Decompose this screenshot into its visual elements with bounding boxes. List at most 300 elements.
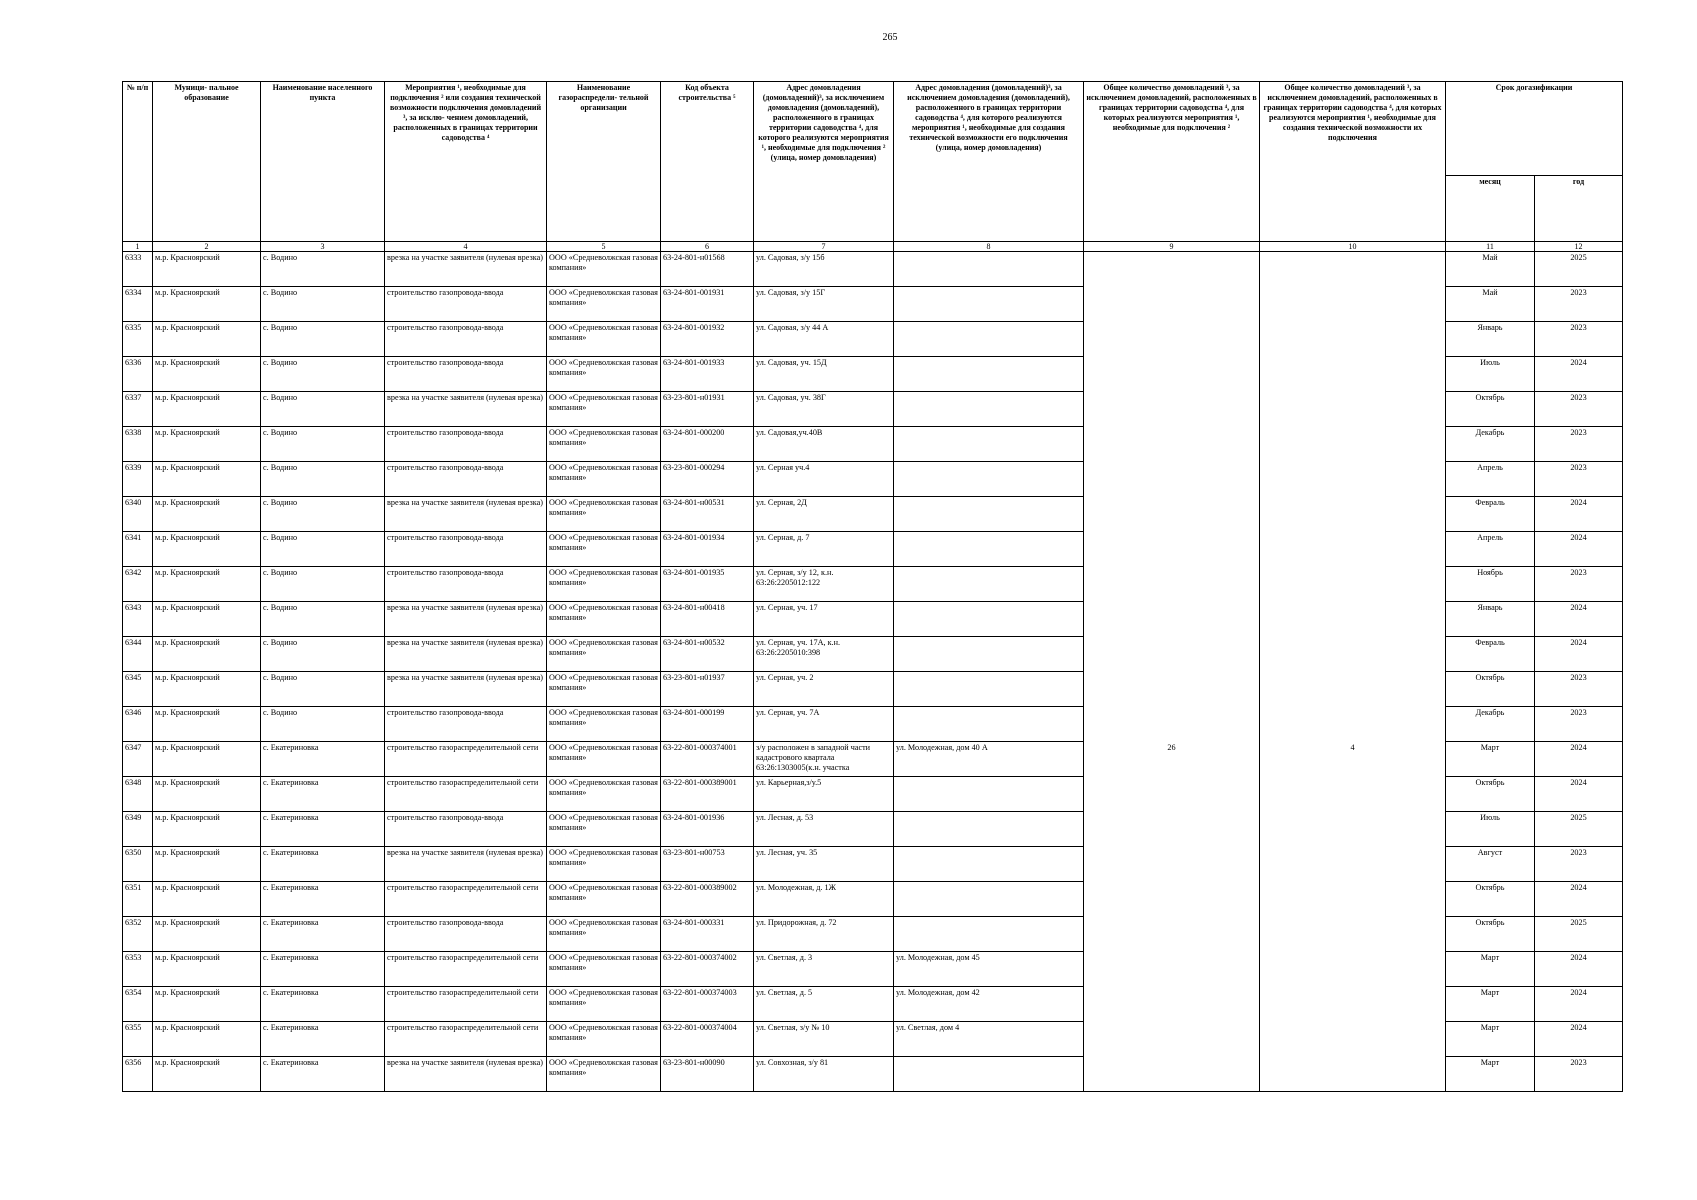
tech-count-cell	[1260, 987, 1446, 1022]
month-cell: Апрель	[1446, 462, 1535, 497]
row-number: 6334	[123, 287, 153, 322]
month-cell: Октябрь	[1446, 392, 1535, 427]
column-number: 1	[123, 242, 153, 252]
page-number: 265	[882, 32, 898, 43]
connection-count-cell	[1084, 602, 1260, 637]
year-cell: 2023	[1535, 427, 1623, 462]
header-organization: Наименование газораспредели- тельной организации	[547, 82, 661, 242]
tech-count-cell	[1260, 917, 1446, 952]
row-number: 6337	[123, 392, 153, 427]
address-cell: ул. Придорожная, д. 72	[754, 917, 894, 952]
object-code-cell: 63-22-801-000374002	[661, 952, 754, 987]
object-code-cell: 63-24-801-001935	[661, 567, 754, 602]
year-cell: 2024	[1535, 1022, 1623, 1057]
settlement-cell: с. Водино	[261, 602, 385, 637]
row-number: 6355	[123, 1022, 153, 1057]
tech-count-cell	[1260, 462, 1446, 497]
row-number: 6356	[123, 1057, 153, 1092]
table-row	[123, 567, 1623, 602]
municipality-cell: м.р. Красноярский	[153, 742, 261, 777]
column-number: 12	[1535, 242, 1623, 252]
settlement-cell: с. Водино	[261, 322, 385, 357]
organization-cell: ООО «Средневолжская газовая компания»	[547, 357, 661, 392]
organization-cell: ООО «Средневолжская газовая компания»	[547, 1057, 661, 1092]
settlement-cell: с. Водино	[261, 497, 385, 532]
table-row	[123, 847, 1623, 882]
year-cell: 2024	[1535, 637, 1623, 672]
month-cell: Декабрь	[1446, 427, 1535, 462]
table-row	[123, 462, 1623, 497]
address-cell: ул. Лесная, уч. 35	[754, 847, 894, 882]
month-cell: Апрель	[1446, 532, 1535, 567]
municipality-cell: м.р. Красноярский	[153, 602, 261, 637]
tech-count-cell	[1260, 952, 1446, 987]
settlement-cell: с. Екатериновка	[261, 742, 385, 777]
row-number: 6345	[123, 672, 153, 707]
settlement-cell: с. Екатериновка	[261, 812, 385, 847]
row-number: 6346	[123, 707, 153, 742]
municipality-cell: м.р. Красноярский	[153, 987, 261, 1022]
settlement-cell: с. Екатериновка	[261, 952, 385, 987]
event-cell: строительство газораспределительной сети	[385, 1022, 547, 1057]
object-code-cell: 63-24-801-н00418	[661, 602, 754, 637]
event-cell: строительство газораспределительной сети	[385, 987, 547, 1022]
settlement-cell: с. Екатериновка	[261, 987, 385, 1022]
address-cell: ул. Молодежная, д. 1Ж	[754, 882, 894, 917]
settlement-cell: с. Водино	[261, 357, 385, 392]
table-row	[123, 532, 1623, 567]
gasification-table	[122, 81, 1623, 1092]
municipality-cell: м.р. Красноярский	[153, 672, 261, 707]
connection-count-cell: 26	[1084, 742, 1260, 777]
event-cell: строительство газопровода-ввода	[385, 707, 547, 742]
address-cell: з/у расположен в западной части кадастрового квартала 63:26:1303005(к.н. участка	[754, 742, 894, 777]
connection-count-cell	[1084, 252, 1260, 287]
object-code-cell: 63-24-801-н01568	[661, 252, 754, 287]
event-cell: строительство газопровода-ввода	[385, 532, 547, 567]
tech-count-cell	[1260, 672, 1446, 707]
event-cell: строительство газораспределительной сети	[385, 742, 547, 777]
object-code-cell: 63-22-801-000389002	[661, 882, 754, 917]
organization-cell: ООО «Средневолжская газовая компания»	[547, 532, 661, 567]
month-cell: Июль	[1446, 357, 1535, 392]
settlement-cell: с. Водино	[261, 672, 385, 707]
object-code-cell: 63-24-801-001933	[661, 357, 754, 392]
event-cell: врезка на участке заявителя (нулевая врезка)	[385, 672, 547, 707]
connection-count-cell	[1084, 672, 1260, 707]
event-cell: строительство газопровода-ввода	[385, 462, 547, 497]
month-cell: Май	[1446, 287, 1535, 322]
connection-count-cell	[1084, 497, 1260, 532]
tech-count-cell	[1260, 532, 1446, 567]
connection-count-cell	[1084, 952, 1260, 987]
header-count-connection: Общее количество домовладений ³, за исключением домовладений, расположенных в границах территории садоводства ⁴, для которых реализуются мероприятия ¹, необходимые для подключения ²	[1084, 82, 1260, 242]
event-cell: строительство газопровода-ввода	[385, 917, 547, 952]
year-cell: 2025	[1535, 917, 1623, 952]
object-code-cell: 63-23-801-н01937	[661, 672, 754, 707]
tech-count-cell	[1260, 847, 1446, 882]
row-number: 6349	[123, 812, 153, 847]
month-cell: Июль	[1446, 812, 1535, 847]
header-address-connection: Адрес домовладения (домовладений)³, за исключением домовладения (домовладений), расположенного в границах территории садоводства ⁴, для которого реализуются мероприятия ¹, необходимые для подключения ² (улица, номер домовладения)	[754, 82, 894, 242]
column-number: 11	[1446, 242, 1535, 252]
year-cell: 2023	[1535, 287, 1623, 322]
tech-count-cell	[1260, 357, 1446, 392]
municipality-cell: м.р. Красноярский	[153, 917, 261, 952]
tech-count-cell	[1260, 1022, 1446, 1057]
year-cell: 2024	[1535, 497, 1623, 532]
year-cell: 2025	[1535, 812, 1623, 847]
tech-address-cell	[894, 392, 1084, 427]
object-code-cell: 63-22-801-000389001	[661, 777, 754, 812]
tech-count-cell	[1260, 1057, 1446, 1092]
connection-count-cell	[1084, 1022, 1260, 1057]
month-cell: Март	[1446, 987, 1535, 1022]
organization-cell: ООО «Средневолжская газовая компания»	[547, 742, 661, 777]
row-number: 6342	[123, 567, 153, 602]
table-row	[123, 777, 1623, 812]
organization-cell: ООО «Средневолжская газовая компания»	[547, 707, 661, 742]
year-cell: 2023	[1535, 567, 1623, 602]
address-cell: ул. Лесная, д. 53	[754, 812, 894, 847]
year-cell: 2024	[1535, 952, 1623, 987]
tech-address-cell	[894, 322, 1084, 357]
tech-address-cell: ул. Молодежная, дом 42	[894, 987, 1084, 1022]
settlement-cell: с. Водино	[261, 287, 385, 322]
tech-address-cell: ул. Молодежная, дом 45	[894, 952, 1084, 987]
table-row	[123, 1057, 1623, 1092]
tech-address-cell	[894, 672, 1084, 707]
row-number: 6338	[123, 427, 153, 462]
organization-cell: ООО «Средневолжская газовая компания»	[547, 392, 661, 427]
event-cell: строительство газопровода-ввода	[385, 427, 547, 462]
municipality-cell: м.р. Красноярский	[153, 1022, 261, 1057]
address-cell: ул. Серная, уч. 17А, к.н. 63:26:2205010:398	[754, 637, 894, 672]
tech-address-cell	[894, 532, 1084, 567]
row-number: 6340	[123, 497, 153, 532]
table-row	[123, 287, 1623, 322]
settlement-cell: с. Водино	[261, 427, 385, 462]
connection-count-cell	[1084, 707, 1260, 742]
municipality-cell: м.р. Красноярский	[153, 252, 261, 287]
organization-cell: ООО «Средневолжская газовая компания»	[547, 847, 661, 882]
event-cell: врезка на участке заявителя (нулевая врезка)	[385, 637, 547, 672]
municipality-cell: м.р. Красноярский	[153, 357, 261, 392]
year-cell: 2023	[1535, 462, 1623, 497]
column-number: 8	[894, 242, 1084, 252]
object-code-cell: 63-23-801-н01931	[661, 392, 754, 427]
settlement-cell: с. Водино	[261, 707, 385, 742]
tech-count-cell	[1260, 882, 1446, 917]
header-address-tech: Адрес домовладения (домовладений)³, за исключением домовладения (домовладений), расположенного в границах территории садоводства ⁴, для которого реализуются мероприятия ¹, необходимые для создания технической возможности его подключения (улица, номер домовладения)	[894, 82, 1084, 242]
event-cell: строительство газопровода-ввода	[385, 287, 547, 322]
object-code-cell: 63-24-801-н00532	[661, 637, 754, 672]
organization-cell: ООО «Средневолжская газовая компания»	[547, 777, 661, 812]
address-cell: ул. Серная, з/у 12, к.н. 63:26:2205012:122	[754, 567, 894, 602]
settlement-cell: с. Водино	[261, 637, 385, 672]
table-row	[123, 252, 1623, 287]
table-row	[123, 812, 1623, 847]
tech-address-cell	[894, 602, 1084, 637]
tech-count-cell	[1260, 392, 1446, 427]
event-cell: строительство газопровода-ввода	[385, 567, 547, 602]
municipality-cell: м.р. Красноярский	[153, 532, 261, 567]
tech-address-cell	[894, 847, 1084, 882]
connection-count-cell	[1084, 322, 1260, 357]
municipality-cell: м.р. Красноярский	[153, 427, 261, 462]
tech-address-cell	[894, 462, 1084, 497]
tech-address-cell	[894, 637, 1084, 672]
month-cell: Март	[1446, 1057, 1535, 1092]
object-code-cell: 63-24-801-000199	[661, 707, 754, 742]
header-object-code: Код объекта строительства ⁵	[661, 82, 754, 242]
object-code-cell: 63-22-801-000374001	[661, 742, 754, 777]
address-cell: ул. Серная уч.4	[754, 462, 894, 497]
address-cell: ул. Садовая, з/у 15б	[754, 252, 894, 287]
tech-address-cell	[894, 812, 1084, 847]
year-cell: 2025	[1535, 252, 1623, 287]
object-code-cell: 63-24-801-000200	[661, 427, 754, 462]
month-cell: Октябрь	[1446, 882, 1535, 917]
address-cell: ул. Садовая,уч.40В	[754, 427, 894, 462]
settlement-cell: с. Екатериновка	[261, 777, 385, 812]
header-number: № п/п	[123, 82, 153, 242]
column-number: 3	[261, 242, 385, 252]
table-row	[123, 602, 1623, 637]
municipality-cell: м.р. Красноярский	[153, 1057, 261, 1092]
municipality-cell: м.р. Красноярский	[153, 882, 261, 917]
tech-count-cell: 4	[1260, 742, 1446, 777]
table-row	[123, 707, 1623, 742]
tech-count-cell	[1260, 427, 1446, 462]
organization-cell: ООО «Средневолжская газовая компания»	[547, 917, 661, 952]
address-cell: ул. Серная, уч. 7А	[754, 707, 894, 742]
settlement-cell: с. Екатериновка	[261, 847, 385, 882]
row-number: 6336	[123, 357, 153, 392]
object-code-cell: 63-23-801-н00753	[661, 847, 754, 882]
row-number: 6351	[123, 882, 153, 917]
connection-count-cell	[1084, 637, 1260, 672]
organization-cell: ООО «Средневолжская газовая компания»	[547, 287, 661, 322]
object-code-cell: 63-24-801-001931	[661, 287, 754, 322]
tech-address-cell	[894, 917, 1084, 952]
connection-count-cell	[1084, 987, 1260, 1022]
organization-cell: ООО «Средневолжская газовая компания»	[547, 812, 661, 847]
tech-count-cell	[1260, 707, 1446, 742]
municipality-cell: м.р. Красноярский	[153, 287, 261, 322]
table-row	[123, 637, 1623, 672]
object-code-cell: 63-24-801-001932	[661, 322, 754, 357]
address-cell: ул. Серная, д. 7	[754, 532, 894, 567]
municipality-cell: м.р. Красноярский	[153, 567, 261, 602]
month-cell: Август	[1446, 847, 1535, 882]
event-cell: строительство газопровода-ввода	[385, 322, 547, 357]
connection-count-cell	[1084, 777, 1260, 812]
address-cell: ул. Светлая, з/у № 10	[754, 1022, 894, 1057]
settlement-cell: с. Екатериновка	[261, 917, 385, 952]
object-code-cell: 63-23-801-н00090	[661, 1057, 754, 1092]
tech-address-cell	[894, 882, 1084, 917]
tech-count-cell	[1260, 322, 1446, 357]
settlement-cell: с. Водино	[261, 462, 385, 497]
month-cell: Октябрь	[1446, 672, 1535, 707]
year-cell: 2024	[1535, 602, 1623, 637]
tech-count-cell	[1260, 777, 1446, 812]
address-cell: ул. Садовая, уч. 38Г	[754, 392, 894, 427]
tech-address-cell	[894, 357, 1084, 392]
municipality-cell: м.р. Красноярский	[153, 952, 261, 987]
year-cell: 2024	[1535, 742, 1623, 777]
settlement-cell: с. Водино	[261, 532, 385, 567]
object-code-cell: 63-24-801-000331	[661, 917, 754, 952]
connection-count-cell	[1084, 1057, 1260, 1092]
connection-count-cell	[1084, 882, 1260, 917]
column-number: 10	[1260, 242, 1446, 252]
address-cell: ул. Садовая, уч. 15Д	[754, 357, 894, 392]
event-cell: строительство газораспределительной сети	[385, 952, 547, 987]
tech-count-cell	[1260, 567, 1446, 602]
organization-cell: ООО «Средневолжская газовая компания»	[547, 672, 661, 707]
settlement-cell: с. Екатериновка	[261, 1057, 385, 1092]
municipality-cell: м.р. Красноярский	[153, 707, 261, 742]
event-cell: строительство газопровода-ввода	[385, 812, 547, 847]
month-cell: Март	[1446, 952, 1535, 987]
tech-count-cell	[1260, 602, 1446, 637]
address-cell: ул. Светлая, д. 3	[754, 952, 894, 987]
event-cell: врезка на участке заявителя (нулевая врезка)	[385, 392, 547, 427]
year-cell: 2024	[1535, 987, 1623, 1022]
tech-address-cell	[894, 777, 1084, 812]
month-cell: Октябрь	[1446, 917, 1535, 952]
organization-cell: ООО «Средневолжская газовая компания»	[547, 322, 661, 357]
row-number: 6353	[123, 952, 153, 987]
year-cell: 2023	[1535, 322, 1623, 357]
tech-address-cell: ул. Светлая, дом 4	[894, 1022, 1084, 1057]
event-cell: врезка на участке заявителя (нулевая врезка)	[385, 847, 547, 882]
organization-cell: ООО «Средневолжская газовая компания»	[547, 602, 661, 637]
row-number: 6343	[123, 602, 153, 637]
connection-count-cell	[1084, 812, 1260, 847]
year-cell: 2023	[1535, 392, 1623, 427]
address-cell: ул. Карьерная,з/у.5	[754, 777, 894, 812]
month-cell: Май	[1446, 252, 1535, 287]
table-row	[123, 497, 1623, 532]
row-number: 6352	[123, 917, 153, 952]
event-cell: строительство газораспределительной сети	[385, 882, 547, 917]
settlement-cell: с. Екатериновка	[261, 882, 385, 917]
connection-count-cell	[1084, 392, 1260, 427]
tech-address-cell	[894, 497, 1084, 532]
tech-address-cell	[894, 1057, 1084, 1092]
event-cell: врезка на участке заявителя (нулевая врезка)	[385, 602, 547, 637]
tech-count-cell	[1260, 252, 1446, 287]
table-row	[123, 882, 1623, 917]
tech-address-cell	[894, 252, 1084, 287]
event-cell: врезка на участке заявителя (нулевая врезка)	[385, 1057, 547, 1092]
organization-cell: ООО «Средневолжская газовая компания»	[547, 252, 661, 287]
year-cell: 2023	[1535, 672, 1623, 707]
row-number: 6348	[123, 777, 153, 812]
row-number: 6344	[123, 637, 153, 672]
column-number: 5	[547, 242, 661, 252]
month-cell: Декабрь	[1446, 707, 1535, 742]
table-row	[123, 392, 1623, 427]
address-cell: ул. Серная, уч. 2	[754, 672, 894, 707]
year-cell: 2024	[1535, 777, 1623, 812]
row-number: 6354	[123, 987, 153, 1022]
tech-address-cell	[894, 707, 1084, 742]
table-row	[123, 1022, 1623, 1057]
year-cell: 2023	[1535, 707, 1623, 742]
address-cell: ул. Светлая, д. 5	[754, 987, 894, 1022]
object-code-cell: 63-22-801-000374003	[661, 987, 754, 1022]
object-code-cell: 63-24-801-001936	[661, 812, 754, 847]
row-number: 6347	[123, 742, 153, 777]
column-number: 9	[1084, 242, 1260, 252]
year-cell: 2024	[1535, 532, 1623, 567]
header-year: год	[1535, 176, 1623, 242]
municipality-cell: м.р. Красноярский	[153, 497, 261, 532]
row-number: 6339	[123, 462, 153, 497]
municipality-cell: м.р. Красноярский	[153, 392, 261, 427]
month-cell: Октябрь	[1446, 777, 1535, 812]
address-cell: ул. Садовая, з/у 44 А	[754, 322, 894, 357]
table-row	[123, 917, 1623, 952]
row-number: 6335	[123, 322, 153, 357]
event-cell: строительство газопровода-ввода	[385, 357, 547, 392]
month-cell: Февраль	[1446, 497, 1535, 532]
year-cell: 2023	[1535, 847, 1623, 882]
address-cell: ул. Садовая, з/у 15Г	[754, 287, 894, 322]
organization-cell: ООО «Средневолжская газовая компания»	[547, 637, 661, 672]
month-cell: Январь	[1446, 322, 1535, 357]
row-number: 6341	[123, 532, 153, 567]
municipality-cell: м.р. Красноярский	[153, 322, 261, 357]
connection-count-cell	[1084, 847, 1260, 882]
municipality-cell: м.р. Красноярский	[153, 812, 261, 847]
tech-count-cell	[1260, 497, 1446, 532]
table-row	[123, 357, 1623, 392]
settlement-cell: с. Водино	[261, 567, 385, 602]
header-municipality: Муници- пальное образование	[153, 82, 261, 242]
column-number: 6	[661, 242, 754, 252]
header-events: Мероприятия ¹, необходимые для подключения ² или создания технической возможности подключения домовладений ³, за исклю- чением домовладений, расположенных в границах территории садоводства ⁴	[385, 82, 547, 242]
month-cell: Март	[1446, 1022, 1535, 1057]
object-code-cell: 63-23-801-000294	[661, 462, 754, 497]
organization-cell: ООО «Средневолжская газовая компания»	[547, 882, 661, 917]
header-month: месяц	[1446, 176, 1535, 242]
municipality-cell: м.р. Красноярский	[153, 777, 261, 812]
month-cell: Ноябрь	[1446, 567, 1535, 602]
organization-cell: ООО «Средневолжская газовая компания»	[547, 462, 661, 497]
month-cell: Март	[1446, 742, 1535, 777]
header-settlement: Наименование населенного пункта	[261, 82, 385, 242]
connection-count-cell	[1084, 917, 1260, 952]
municipality-cell: м.р. Красноярский	[153, 637, 261, 672]
connection-count-cell	[1084, 462, 1260, 497]
connection-count-cell	[1084, 427, 1260, 462]
address-cell: ул. Совхозная, з/у 81	[754, 1057, 894, 1092]
column-number: 2	[153, 242, 261, 252]
event-cell: строительство газораспределительной сети	[385, 777, 547, 812]
settlement-cell: с. Екатериновка	[261, 1022, 385, 1057]
object-code-cell: 63-22-801-000374004	[661, 1022, 754, 1057]
settlement-cell: с. Водино	[261, 252, 385, 287]
event-cell: врезка на участке заявителя (нулевая врезка)	[385, 497, 547, 532]
settlement-cell: с. Водино	[261, 392, 385, 427]
month-cell: Январь	[1446, 602, 1535, 637]
tech-count-cell	[1260, 812, 1446, 847]
